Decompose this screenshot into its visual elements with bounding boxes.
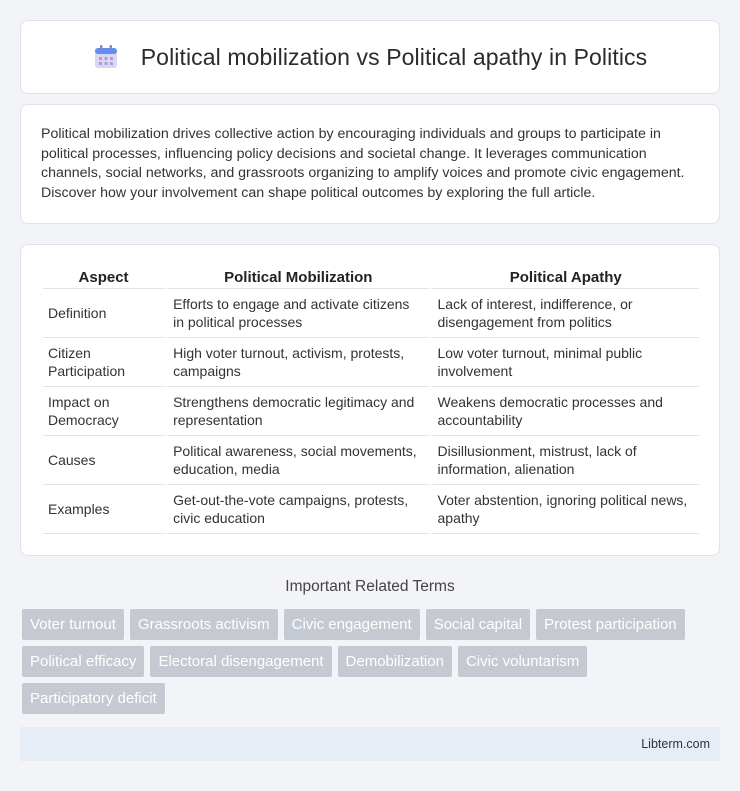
header-aspect: Aspect	[43, 263, 164, 289]
footer-site-link[interactable]: Libterm.com	[641, 737, 710, 751]
table-row	[43, 387, 699, 436]
related-terms-list	[22, 609, 722, 720]
intro-text: Political mobilization drives collective action by encouraging individuals and groups to participate in political processes, influencing policy decisions and societal change. It leverages communication channels, social networks, and grassroots organizing to amplify voices and promote civic engagement. Discover how your involvement can shape political outcomes by exploring the full article.	[41, 126, 685, 201]
calendar-icon	[93, 44, 119, 70]
table-row	[43, 485, 699, 534]
related-term-tag[interactable]: Grassroots activism	[130, 609, 278, 640]
footer	[20, 727, 720, 761]
row-mobilization: Strengthens democratic legitimacy and representation	[164, 387, 428, 436]
comparison-table	[43, 263, 699, 534]
table-row	[43, 289, 699, 338]
row-mobilization: Efforts to engage and activate citizens in political processes	[164, 289, 428, 338]
intro-card	[20, 104, 720, 224]
comparison-card	[20, 244, 720, 556]
table-row	[43, 436, 699, 485]
related-term-tag[interactable]: Voter turnout	[22, 609, 124, 640]
row-aspect: Causes	[43, 436, 164, 485]
row-aspect: Impact on Democracy	[43, 387, 164, 436]
related-term-tag[interactable]: Protest participation	[536, 609, 685, 640]
header-card	[20, 20, 720, 94]
related-term-tag[interactable]: Demobilization	[338, 646, 452, 677]
related-term-tag[interactable]: Participatory deficit	[22, 683, 165, 714]
page-title: Political mobilization vs Political apathy in Politics	[140, 43, 648, 70]
related-term-tag[interactable]: Social capital	[426, 609, 530, 640]
related-term-tag[interactable]: Civic voluntarism	[458, 646, 587, 677]
row-mobilization: Get-out-the-vote campaigns, protests, civic education	[164, 485, 428, 534]
row-aspect: Examples	[43, 485, 164, 534]
row-aspect: Definition	[43, 289, 164, 338]
row-apathy: Disillusionment, mistrust, lack of information, alienation	[429, 436, 700, 485]
header-mobilization: Political Mobilization	[164, 263, 428, 289]
table-header-row	[43, 263, 699, 289]
row-mobilization: High voter turnout, activism, protests, campaigns	[164, 338, 428, 387]
row-mobilization: Political awareness, social movements, education, media	[164, 436, 428, 485]
header-apathy: Political Apathy	[429, 263, 700, 289]
row-apathy: Voter abstention, ignoring political news, apathy	[429, 485, 700, 534]
row-apathy: Weakens democratic processes and accountability	[429, 387, 700, 436]
row-apathy: Lack of interest, indifference, or disengagement from politics	[429, 289, 700, 338]
row-apathy: Low voter turnout, minimal public involvement	[429, 338, 700, 387]
related-term-tag[interactable]: Civic engagement	[284, 609, 420, 640]
related-terms-title: Important Related Terms	[285, 578, 455, 595]
related-term-tag[interactable]: Political efficacy	[22, 646, 144, 677]
row-aspect: Citizen Participation	[43, 338, 164, 387]
related-term-tag[interactable]: Electoral disengagement	[150, 646, 331, 677]
table-row	[43, 338, 699, 387]
